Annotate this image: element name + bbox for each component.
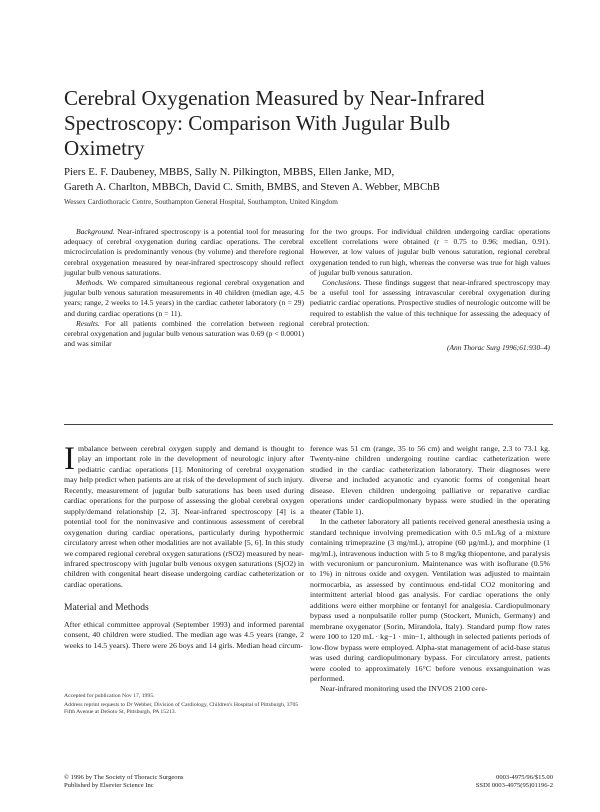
footnote-address: Address reprint requests to Dr Webber, Division of Cardiology, Children's Hospital of Pittsburgh, 3705 Fifth Avenue at DeSoto St, Pittsburgh, PA 15213. bbox=[64, 702, 299, 716]
methods-paragraph: After ethical committee approval (September 1993) and informed parental consent, 40 children were studied. The median age was 4.5 years (range, 2 weeks to 14.5 years). There were 26 boys and 14 girls. Median head circum- bbox=[64, 619, 304, 650]
abstract-conclusions-label: Conclusions. bbox=[322, 278, 362, 288]
abstract-methods-label: Methods. bbox=[76, 278, 105, 288]
abstract-methods bbox=[64, 278, 304, 319]
copyright-block bbox=[64, 774, 304, 791]
journal-citation: (Ann Thorac Surg 1996;61:930–4) bbox=[447, 343, 550, 353]
abstract-background-text: Near-infrared spectroscopy is a potential tool for measuring adequacy of cerebral oxygenation during cardiac operations. The cerebral microcirculation is predominantly venous (by volume) and therefore regional cerebral oxygenation measured by near-infrared spectroscopy should reflect jugular bulb venous saturations. bbox=[64, 227, 305, 277]
author-list bbox=[64, 165, 564, 195]
abstract-results-continued: for the two groups. For individual children undergoing cardiac operations excellent correlations were obtained (r = 0.75 to 0.96; median, 0.91). However, at low values of jugular bulb venous saturation, regional cerebral oxygenation tended to run high, whereas the converse was true for high values of jugular bulb venous saturation. bbox=[310, 227, 550, 277]
issn-block bbox=[420, 774, 553, 791]
abstract-background bbox=[64, 227, 304, 278]
abstract-left-column bbox=[64, 227, 304, 349]
section-heading-methods: Material and Methods bbox=[64, 602, 149, 614]
ssdi-line: SSDI 0003-4975(95)01196-2 bbox=[475, 782, 553, 790]
affiliation: Wessex Cardiothoracic Centre, Southampton General Hospital, Southampton, United Kingdom bbox=[64, 198, 338, 206]
anesthesia-paragraph: In the catheter laboratory all patients received general anesthesia using a standard technique involving premedication with 0.5 mL/kg of a mixture containing trimeprazine (3 mg/mL), atropine (60 µg/mL), and morphine (1 mg/mL), intravenous induction with 5 to 8 mg/kg thiopentone, and paralysis with vecuronium or pancuronium. Maintenance was with isoflurane (0.5% to 1%) in nitrous oxide and oxygen. Ventilation was adjusted to maintain normocarbia, as assessed by continuous end-tidal CO2 monitoring and intermittent arterial blood gas analysis. For cardiac operations the only additions were either morphine or fentanyl for analgesia. Cardiopulmonary bypass used a nonpulsatile roller pump (Stockert, Munich, Germany) and membrane oxygenator (Sorin, Mirandola, Italy). Standard pump flow rates were 100 to 120 mL · kg−1 · min−1, although in selected patients periods of low-flow bypass were employed. Alpha-stat management of acid-base status was used during cardiopulmonary bypass. For circulatory arrest, patients were cooled to approximately 16°C before venous exsanguination was performed. bbox=[310, 517, 550, 683]
intro-text: mbalance between cerebral oxygen supply and demand is thought to play an important role in the development of neurologic injury after pediatric cardiac operations [1]. Monitoring of cerebral oxygenation may help predict when patients are at risk of the development of such injury. Recently, measurement of jugular bulb saturations has been used during cardiac operations for the purpose of assessing the global cerebral oxygen supply/demand relationship [2, 3]. Near-infrared spectroscopy [4] is a potential tool for the noninvasive and continuous assessment of cerebral oxygenation during cardiac operations, particularly during hypothermic circulatory arrest when other modalities are not available [5, 6]. In this study we compared regional cerebral oxygen saturations (rSO2) measured by near-infrared spectroscopy with jugular bulb venous oxygen saturations (SjO2) in children with congenital heart disease undergoing cardiac catheterization or cardiac operations. bbox=[64, 444, 304, 589]
abstract-divider bbox=[64, 424, 553, 425]
intro-paragraph bbox=[64, 441, 304, 590]
authors-line-1: Piers E. F. Daubeney, MBBS, Sally N. Pilkington, MBBS, Ellen Janke, MD, bbox=[64, 166, 395, 178]
methods-paragraph-continued: ference was 51 cm (range, 35 to 56 cm) and weight range, 2.3 to 73.1 kg. Twenty-nine children undergoing routine cardiac catheterization were studied in the cardiac catheterization laboratory. Their diagnoses were diverse and included acyanotic and cyanotic forms of congenital heart disease. Eleven children undergoing palliative or reparative cardiac operations under cardiopulmonary bypass were studied in the operating theater (Table 1). bbox=[310, 444, 550, 516]
drop-cap: I bbox=[64, 441, 75, 477]
monitoring-paragraph: Near-infrared monitoring used the INVOS 2100 cere- bbox=[320, 684, 488, 694]
authors-line-2: Gareth A. Charlton, MBBCh, David C. Smith, BMBS, and Steven A. Webber, MBChB bbox=[64, 181, 440, 193]
abstract-results bbox=[64, 319, 304, 350]
issn-line: 0003-4975/96/$15.00 bbox=[496, 774, 553, 781]
abstract-conclusions bbox=[310, 278, 550, 329]
footnotes bbox=[64, 693, 304, 719]
article-title: Cerebral Oxygenation Measured by Near-Infrared Spectroscopy: Comparison With Jugular Bulb Oximetry bbox=[64, 86, 485, 160]
publisher-line: Published by Elsevier Science Inc bbox=[64, 782, 154, 790]
body-left-column bbox=[64, 441, 304, 651]
footnote-accepted: Accepted for publication Nov 17, 1995. bbox=[64, 693, 155, 699]
abstract-results-text: For all patients combined the correlation between regional cerebral oxygenation and jugular bulb venous saturation was 0.69 (p < 0.0001) and was similar bbox=[64, 318, 304, 349]
copyright-line: © 1996 by The Society of Thoracic Surgeons bbox=[64, 774, 184, 781]
abstract-conclusions-text: These findings suggest that near-infrared spectroscopy may be a useful tool for assessing intravascular cerebral oxygenation during pediatric cardiac operations. Prospective studies of neurologic outcome will be required to establish the value of this technique for assessing the adequacy of cerebral protection. bbox=[310, 278, 550, 328]
body-right-column bbox=[310, 444, 550, 695]
abstract-right-column bbox=[310, 227, 550, 353]
abstract-background-label: Background. bbox=[76, 227, 115, 236]
abstract-results-label: Results. bbox=[76, 318, 100, 328]
abstract-methods-text: We compared simultaneous regional cerebral oxygenation and jugular bulb venous saturation measurements in 40 children (median age, 4.5 years; range, 2 weeks to 14.5 years) in the cardiac catheter laboratory (n = 29) and during cardiac operations (n = 11). bbox=[64, 278, 304, 318]
